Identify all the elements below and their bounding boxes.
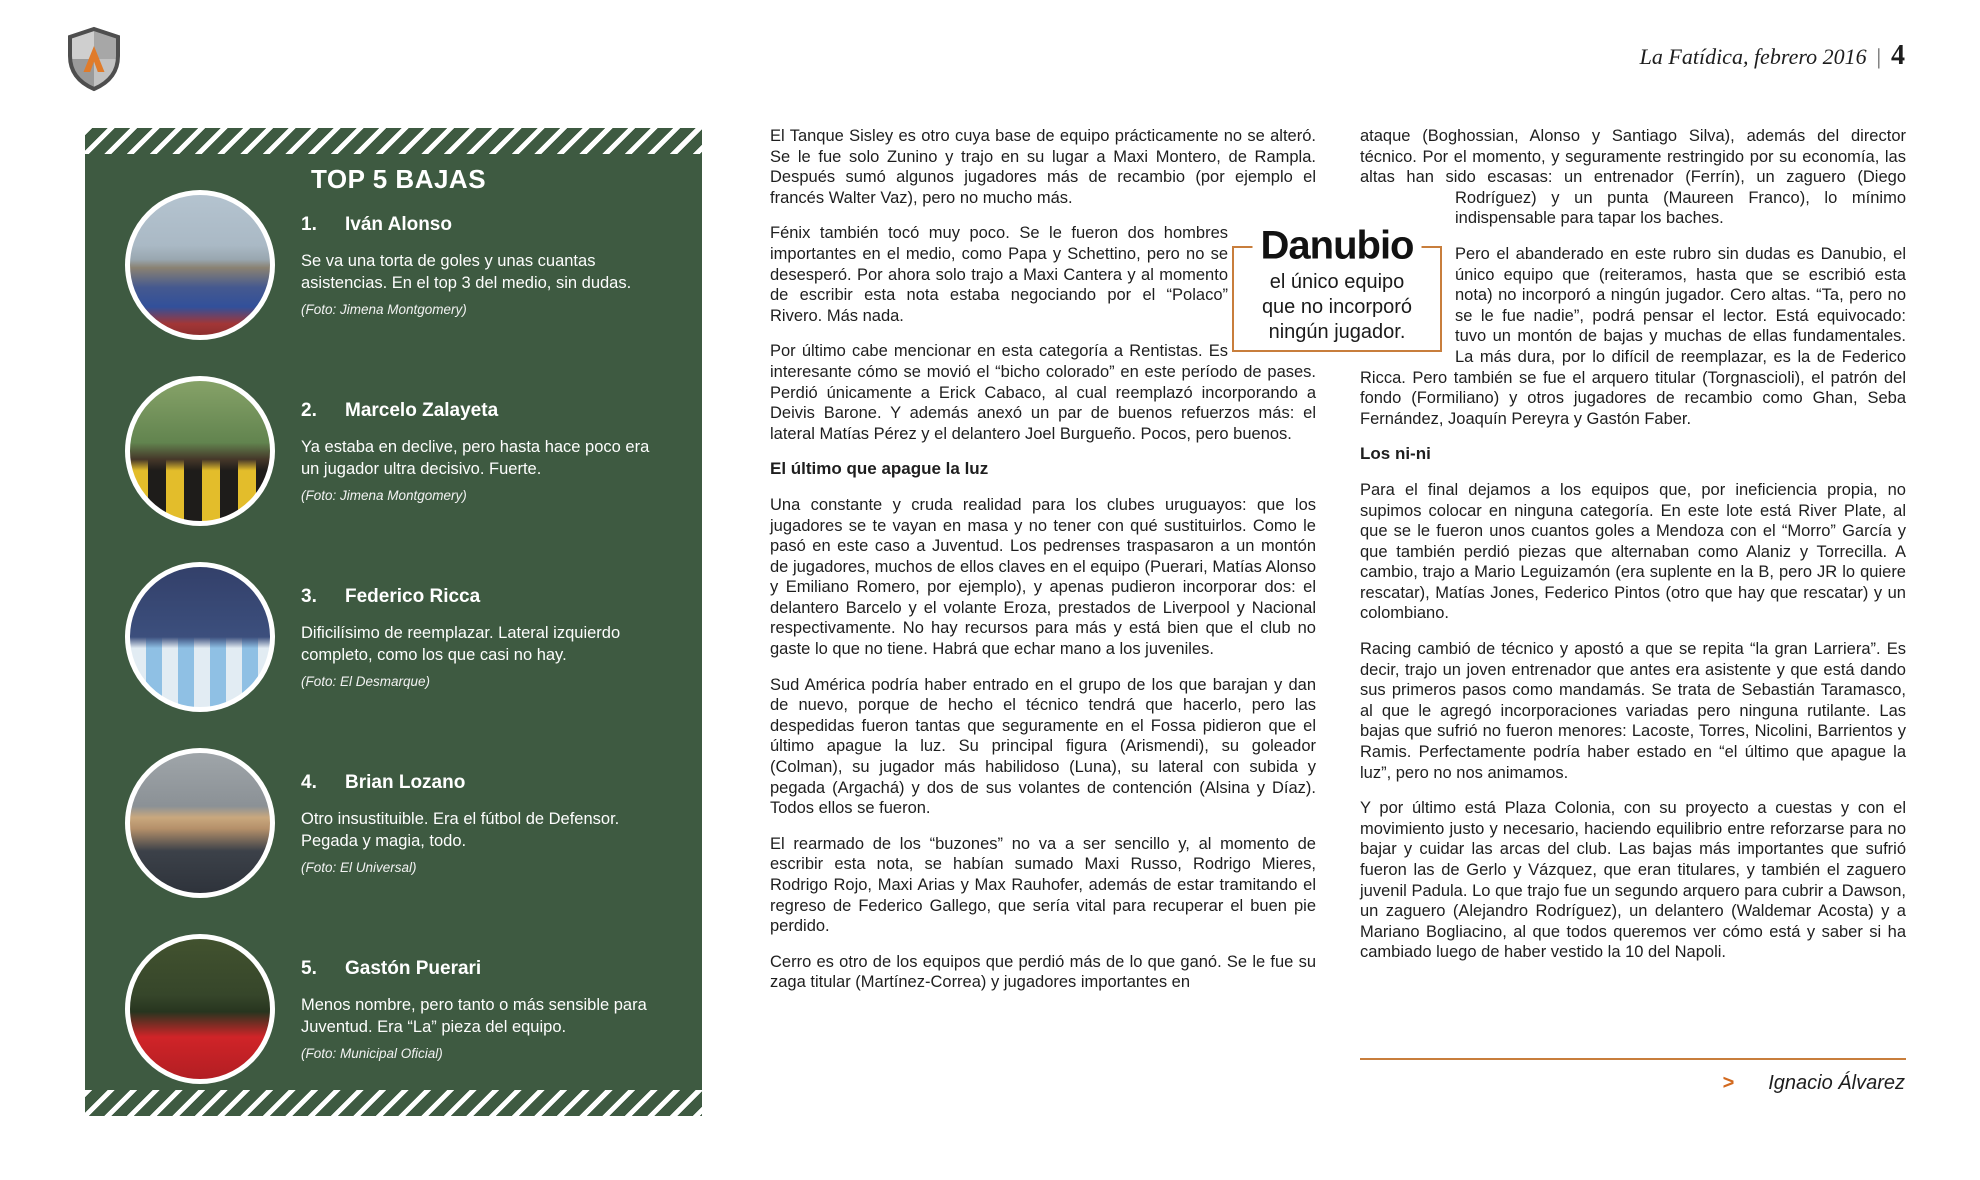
- page-number: 4: [1891, 40, 1905, 71]
- player-photo: [125, 376, 275, 526]
- player-list: [125, 172, 672, 1102]
- player-blurb: Otro insustituible. Era el fútbol de Defensor. Pegada y magia, todo.: [301, 809, 620, 850]
- paragraph: Racing cambió de técnico y apostó a que se repita “la gran Larriera”. Es decir, trajo un joven entrenador que antes era asistente y que está dando sus primeros pasos como mandamás. Se trata de Sebastián Taramasco, al que le agregó incorporaciones variadas pero ninguna rutilante. Las bajas que sufrió no fueron menores: Lacoste, Torres, Nicolini, Barrientos y Ramis. Perfectamente podría haber estado en “el último que apague la luz”, pero no nos animamos.: [1360, 640, 1906, 782]
- photo-credit: (Foto: El Desmarque): [301, 673, 431, 689]
- paragraph: Para el final dejamos a los equipos que, por ineficiencia propia, no supimos colocar en ninguna categoría. En este lote está River Plate, al que se le fueron unos cuantos goles a Mendoza con el “Morro” García y que también perdió piezas que alternaban como Alaniz y Torrecilla. A cambio, trajo a Mario Leguizamón (era suplente en la B, pero JR lo quiere rescatar), Matías Jones, Federico Pintos (otro que hay que rescatar) y un colombiano.: [1360, 480, 1906, 623]
- photo-credit: (Foto: El Universal): [301, 859, 417, 875]
- publication-shield-logo-icon: [64, 26, 124, 92]
- photo-credit: (Foto: Jimena Montgomery): [301, 301, 467, 317]
- player-rank: 5.: [301, 957, 317, 979]
- player-rank: 2.: [301, 399, 317, 421]
- player-entry: [125, 730, 672, 916]
- paragraph: Fénix también tocó muy poco. Se le fueron dos hombres importantes en el medio, como Papa y Schettino, pero no se desesperó. Por ahora solo trajo a Maxi Cantera y al momento de escribir esta nota estaba negociando por el “Polaco” Rivero. Más nada.: [770, 224, 1228, 325]
- sidebar-title: TOP 5 BAJAS: [311, 164, 487, 194]
- paragraph: ataque (Boghossian, Alonso y Santiago Silva), además del director técnico. Por el momento, y seguramente restringido por su economía, las altas han sido escasas: un entrenador (Ferrín), un zaguero (Diego Rodríguez) y un punta (Maureen Franco), lo mínimo indispensable para tapar los baches.: [1360, 127, 1906, 228]
- author-name: Ignacio Álvarez: [1768, 1072, 1905, 1094]
- paragraph: Sud América podría haber entrado en el grupo de los que barajan y dan de nuevo, porque de hecho el técnico tendrá que hacerlo, pero las despedidas fueron tantas que seguramente en el Fossa pidieron que el último apague la luz. Su principal figura (Arismendi), su goleador (Colman), su jugador más habilidoso (Luna), su lateral con subida y pegada (Argachá) y dos de sus volantes de contención (Alsina y Díaz). Todos ellos se fueron.: [770, 675, 1316, 818]
- top5-bajas-sidebar: [85, 128, 702, 1116]
- paragraph: Y por último está Plaza Colonia, con su proyecto a cuestas y con el movimiento justo y necesario, haciendo equilibrio entre reforzarse para no bajar y cuidar las arcas del club. Las bajas más importantes que sufrió fueron las de Gerlo y Vázquez, que eran titulares, y también el zaguero juvenil Padula. Lo que trajo fue un segundo arquero para cubrir a Dawson, un zaguero (Alejandro Rodríguez), un delantero (Waldemar Acosta) y a Mariano Bogliacino, al que todos queremos ver cómo está y saber si ha cambiado luego de haber vestido la 10 del Napoli.: [1360, 799, 1906, 962]
- paragraph: Cerro es otro de los equipos que perdió más de lo que ganó. Se le fue su zaga titular (Martínez-Correa) y jugadores importantes en: [770, 952, 1316, 992]
- masthead: [1640, 40, 1905, 72]
- publication-title: La Fatídica, febrero 2016: [1639, 44, 1867, 69]
- paragraph: Una constante y cruda realidad para los clubes uruguayos: que los jugadores se te vayan en masa y no tener con qué sustituirlos. Como le pasó en este caso a Juventud. Los pedrenses traspasaron a un montón de jugadores, muchos de ellos claves en el equipo (Puerari, Matías Alonso y Emiliano Romero, por ejemplo), y apenas pudieron incorporar dos: el delantero Barcelo y el volante Eroza, prestados de Liverpool y Nacional respectivamente. No hay recursos para más y está bien que el club no gaste lo que no tiene. Habrá que echar mano a los juveniles.: [770, 495, 1316, 659]
- player-entry: [125, 544, 672, 730]
- player-rank: 1.: [301, 213, 317, 235]
- byline: [1723, 1072, 1905, 1095]
- paragraph: Por último cabe mencionar en esta categoría a Rentistas. Es interesante cómo se movió el “bicho colorado” en este período de pases. Perdió únicamente a Erick Cabaco, al cual reemplazó incorporando a Deivis Barone. Y además anexó un par de buenos refuerzos más: el lateral Matías Pérez y el delantero Joel Burgueño. Pocos, pero buenos.: [770, 342, 1316, 443]
- photo-credit: (Foto: Municipal Oficial): [301, 1045, 443, 1061]
- player-blurb: Menos nombre, pero tanto o más sensible para Juventud. Era “La” pieza del equipo.: [301, 995, 647, 1036]
- byline-rule: [1360, 1058, 1906, 1060]
- player-name: 1. Iván Alonso: [301, 213, 452, 235]
- paragraph: El rearmado de los “buzones” no va a ser sencillo y, al momento de escribir esta nota, se habían sumado Maxi Russo, Rodrigo Mieres, Rodrigo Rojo, Maxi Arias y Max Rauhofer, además de estar tramitando el regreso de Federico Gallego, que sería vital para recuperar el buen pie perdido.: [770, 834, 1316, 936]
- player-rank: 3.: [301, 585, 317, 607]
- pullquote-text: el único equipo que no incorporó ningún jugador.: [1261, 271, 1413, 343]
- player-blurb: Se va una torta de goles y unas cuantas asistencias. En el top 3 del medio, sin dudas.: [301, 251, 632, 292]
- player-entry: [125, 358, 672, 544]
- player-rank: 4.: [301, 771, 317, 793]
- player-photo: [125, 190, 275, 340]
- player-name: 2. Marcelo Zalayeta: [301, 399, 499, 421]
- player-name: 3. Federico Ricca: [301, 585, 481, 607]
- player-entry: [125, 916, 672, 1102]
- subhead: Los ni-ni: [1360, 444, 1431, 464]
- hatched-stripe-band-top: [85, 128, 702, 154]
- byline-arrow-icon: >: [1722, 1072, 1735, 1094]
- masthead-separator: |: [1876, 44, 1881, 69]
- player-blurb: Ya estaba en declive, pero hasta hace poco era un jugador ultra decisivo. Fuerte.: [301, 437, 650, 478]
- player-photo: [125, 562, 275, 712]
- player-entry: [125, 172, 672, 358]
- pullquote-danubio: [1232, 223, 1442, 352]
- paragraph: Pero el abanderado en este rubro sin dudas es Danubio, el único equipo que (reiteramos, hasta que se escribió esta nota) no incorporó a ningún jugador. Cero altas. “Ta, pero no se le fue nadie”, podrá pensar el lector. Está equivocado: tuvo un montón de bajas y muchas de ellas fundamentales. La más dura, por lo difícil de reemplazar, es la de Federico Ricca. Pero también se fue el arquero titular (Torgnascioli), el patrón del fondo (Formiliano) y otros jugadores de recambio como Ghan, Seba Fernández, Joaquín Pereyra y Gastón Faber.: [1360, 244, 1906, 428]
- player-photo: [125, 748, 275, 898]
- subhead: El último que apague la luz: [770, 459, 989, 479]
- player-name: 5. Gastón Puerari: [301, 957, 482, 979]
- player-photo: [125, 934, 275, 1084]
- photo-credit: (Foto: Jimena Montgomery): [301, 487, 467, 503]
- player-name: 4. Brian Lozano: [301, 771, 466, 793]
- pullquote-title: Danubio: [1253, 224, 1422, 269]
- player-blurb: Dificilísimo de reemplazar. Lateral izquierdo completo, como los que casi no hay.: [301, 623, 621, 664]
- paragraph: El Tanque Sisley es otro cuya base de equipo prácticamente no se alteró. Se le fue solo Zunino y trajo en su lugar a Maxi Montero, de Rampla. Después sumó algunos jugadores más de recambio (por ejemplo el francés Walter Vaz), pero no mucho más.: [770, 127, 1316, 207]
